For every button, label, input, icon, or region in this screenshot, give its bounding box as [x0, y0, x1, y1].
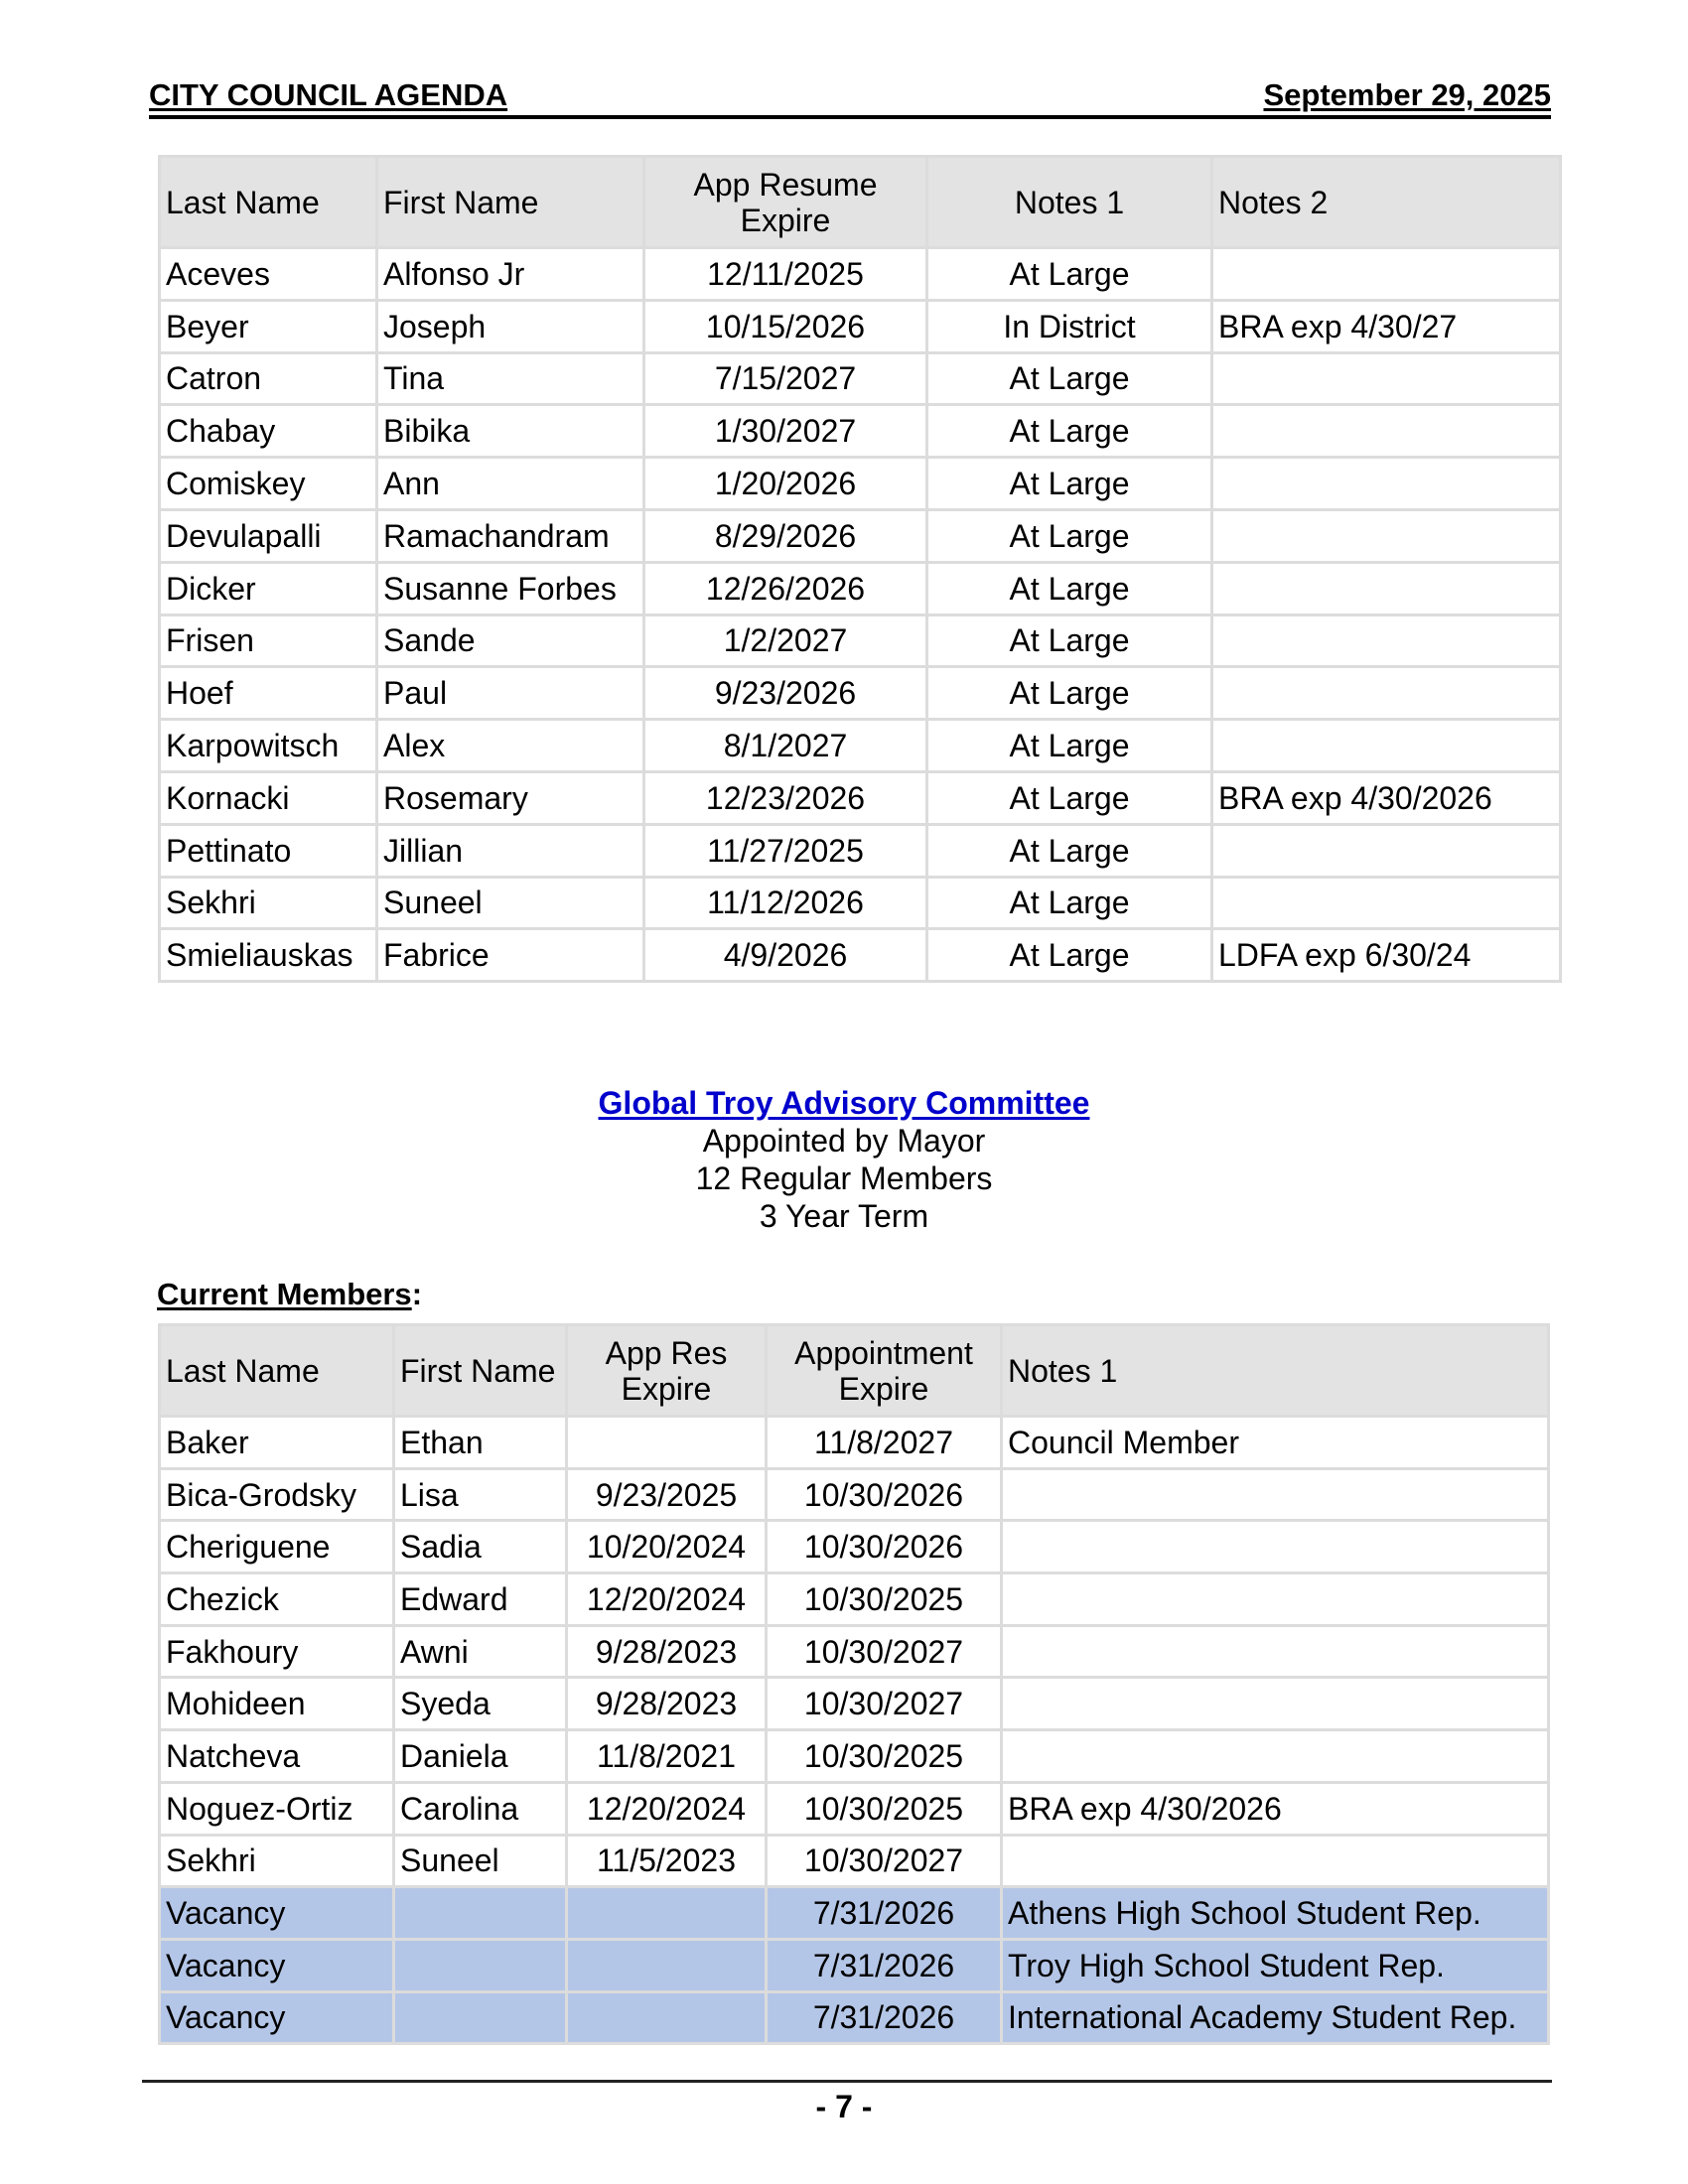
- cell-notes-2: [1212, 562, 1561, 614]
- table-row: [160, 1521, 1549, 1573]
- cell-notes-2: LDFA exp 6/30/24: [1212, 929, 1561, 982]
- table-row: [160, 1573, 1549, 1626]
- table-header-row: [160, 1325, 1549, 1417]
- cell-notes-1: [1002, 1678, 1549, 1730]
- cell-app-resume-expire: 1/30/2027: [644, 405, 927, 458]
- col-notes-1: Notes 1: [927, 157, 1212, 248]
- cell-appointment-expire: 10/30/2026: [767, 1521, 1002, 1573]
- cell-app-resume-expire: 1/2/2027: [644, 614, 927, 667]
- cell-first-name: Joseph: [377, 300, 644, 352]
- cell-appointment-expire: 10/30/2027: [767, 1678, 1002, 1730]
- cell-first-name: Jillian: [377, 824, 644, 877]
- cell-notes-1: At Large: [927, 352, 1212, 405]
- cell-first-name: Alex: [377, 720, 644, 772]
- cell-last-name: Devulapalli: [160, 509, 377, 562]
- cell-app-resume-expire: 9/23/2026: [644, 667, 927, 720]
- cell-notes-1: At Large: [927, 405, 1212, 458]
- cell-last-name: Sekhri: [160, 1835, 394, 1887]
- cell-app-resume-expire: 12/11/2025: [644, 248, 927, 301]
- cell-appointment-expire: 11/8/2027: [767, 1417, 1002, 1469]
- cell-last-name: Bica-Grodsky: [160, 1468, 394, 1521]
- cell-app-resume-expire: 8/29/2026: [644, 509, 927, 562]
- committee-member-count: 12 Regular Members: [695, 1160, 993, 1196]
- col-app-resume-expire: App Resume Expire: [644, 157, 927, 248]
- table-row: [160, 562, 1561, 614]
- col-app-res-expire: App Res Expire: [567, 1325, 767, 1417]
- table-header-row: [160, 157, 1561, 248]
- footer-divider: [142, 2080, 1552, 2083]
- cell-first-name: Rosemary: [377, 771, 644, 824]
- cell-first-name: [394, 1939, 567, 1991]
- cell-app-resume-expire: 4/9/2026: [644, 929, 927, 982]
- cell-first-name: Syeda: [394, 1678, 567, 1730]
- table-row: [160, 1678, 1549, 1730]
- cell-last-name: Chezick: [160, 1573, 394, 1626]
- col-last-name: Last Name: [160, 157, 377, 248]
- cell-app-resume-expire: 7/15/2027: [644, 352, 927, 405]
- table-row: [160, 509, 1561, 562]
- cell-appointment-expire: 10/30/2027: [767, 1625, 1002, 1678]
- cell-app-res-expire: 12/20/2024: [567, 1573, 767, 1626]
- table-row: [160, 300, 1561, 352]
- cell-notes-2: [1212, 352, 1561, 405]
- page-header: [149, 77, 1551, 119]
- cell-last-name: Karpowitsch: [160, 720, 377, 772]
- cell-last-name: Catron: [160, 352, 377, 405]
- table-row: [160, 405, 1561, 458]
- col-notes-2: Notes 2: [1212, 157, 1561, 248]
- cell-appointment-expire: 10/30/2025: [767, 1573, 1002, 1626]
- cell-app-resume-expire: 11/27/2025: [644, 824, 927, 877]
- table-row: [160, 1417, 1549, 1469]
- cell-last-name: Smieliauskas: [160, 929, 377, 982]
- table-row: [160, 667, 1561, 720]
- cell-app-resume-expire: 8/1/2027: [644, 720, 927, 772]
- table-row: [160, 248, 1561, 301]
- cell-last-name: Fakhoury: [160, 1625, 394, 1678]
- cell-app-res-expire: 11/5/2023: [567, 1835, 767, 1887]
- cell-app-resume-expire: 12/23/2026: [644, 771, 927, 824]
- cell-first-name: Alfonso Jr: [377, 248, 644, 301]
- current-members-table: [158, 1323, 1550, 2045]
- cell-last-name: Aceves: [160, 248, 377, 301]
- cell-first-name: Ethan: [394, 1417, 567, 1469]
- cell-notes-2: [1212, 509, 1561, 562]
- committee-info: [0, 1084, 1688, 1235]
- cell-notes-2: [1212, 248, 1561, 301]
- table-row: [160, 1625, 1549, 1678]
- table-row: [160, 1730, 1549, 1783]
- cell-last-name: Kornacki: [160, 771, 377, 824]
- cell-notes-1: International Academy Student Rep.: [1002, 1991, 1549, 2044]
- cell-app-res-expire: 9/28/2023: [567, 1678, 767, 1730]
- cell-notes-2: [1212, 720, 1561, 772]
- cell-app-res-expire: [567, 1417, 767, 1469]
- cell-appointment-expire: 7/31/2026: [767, 1939, 1002, 1991]
- cell-notes-1: At Large: [927, 667, 1212, 720]
- cell-app-res-expire: 11/8/2021: [567, 1730, 767, 1783]
- cell-appointment-expire: 10/30/2026: [767, 1468, 1002, 1521]
- cell-notes-1: At Large: [927, 771, 1212, 824]
- cell-notes-2: [1212, 877, 1561, 929]
- cell-app-res-expire: [567, 1939, 767, 1991]
- cell-notes-1: [1002, 1468, 1549, 1521]
- cell-notes-1: At Large: [927, 877, 1212, 929]
- cell-app-res-expire: 10/20/2024: [567, 1521, 767, 1573]
- cell-notes-1: At Large: [927, 824, 1212, 877]
- table-row: [160, 1835, 1549, 1887]
- cell-notes-1: Troy High School Student Rep.: [1002, 1939, 1549, 1991]
- cell-first-name: Sadia: [394, 1521, 567, 1573]
- table-row: [160, 614, 1561, 667]
- cell-app-res-expire: 9/23/2025: [567, 1468, 767, 1521]
- col-appointment-expire: Appointment Expire: [767, 1325, 1002, 1417]
- table-row: [160, 1887, 1549, 1940]
- cell-notes-1: At Large: [927, 929, 1212, 982]
- cell-last-name: Hoef: [160, 667, 377, 720]
- cell-app-resume-expire: 10/15/2026: [644, 300, 927, 352]
- cell-first-name: Suneel: [394, 1835, 567, 1887]
- col-notes-1: Notes 1: [1002, 1325, 1549, 1417]
- cell-last-name: Vacancy: [160, 1939, 394, 1991]
- cell-notes-1: At Large: [927, 458, 1212, 510]
- cell-last-name: Beyer: [160, 300, 377, 352]
- cell-notes-2: [1212, 614, 1561, 667]
- agenda-date: September 29, 2025: [1263, 77, 1551, 112]
- agenda-title: CITY COUNCIL AGENDA: [149, 77, 508, 112]
- cell-notes-1: [1002, 1835, 1549, 1887]
- committee-title-link[interactable]: Global Troy Advisory Committee: [598, 1085, 1090, 1121]
- cell-notes-2: [1212, 405, 1561, 458]
- cell-first-name: Suneel: [377, 877, 644, 929]
- cell-notes-1: At Large: [927, 509, 1212, 562]
- cell-notes-1: At Large: [927, 248, 1212, 301]
- cell-app-resume-expire: 12/26/2026: [644, 562, 927, 614]
- cell-last-name: Dicker: [160, 562, 377, 614]
- col-first-name: First Name: [377, 157, 644, 248]
- cell-appointment-expire: 10/30/2025: [767, 1782, 1002, 1835]
- table-row: [160, 1782, 1549, 1835]
- cell-first-name: Tina: [377, 352, 644, 405]
- cell-app-res-expire: [567, 1991, 767, 2044]
- col-last-name: Last Name: [160, 1325, 394, 1417]
- cell-last-name: Noguez-Ortiz: [160, 1782, 394, 1835]
- table-row: [160, 771, 1561, 824]
- col-first-name: First Name: [394, 1325, 567, 1417]
- cell-notes-1: Council Member: [1002, 1417, 1549, 1469]
- cell-first-name: Bibika: [377, 405, 644, 458]
- cell-first-name: Paul: [377, 667, 644, 720]
- cell-appointment-expire: 7/31/2026: [767, 1887, 1002, 1940]
- committee-term: 3 Year Term: [759, 1198, 929, 1234]
- cell-notes-1: [1002, 1625, 1549, 1678]
- page-number: - 7 -: [815, 2089, 873, 2124]
- table-row: [160, 1468, 1549, 1521]
- cell-app-res-expire: 9/28/2023: [567, 1625, 767, 1678]
- cell-notes-2: [1212, 667, 1561, 720]
- current-members-heading: Current Members:: [157, 1277, 423, 1311]
- cell-last-name: Vacancy: [160, 1991, 394, 2044]
- cell-appointment-expire: 7/31/2026: [767, 1991, 1002, 2044]
- cell-first-name: Ann: [377, 458, 644, 510]
- cell-notes-1: BRA exp 4/30/2026: [1002, 1782, 1549, 1835]
- cell-notes-2: [1212, 824, 1561, 877]
- cell-first-name: Lisa: [394, 1468, 567, 1521]
- cell-first-name: Ramachandram: [377, 509, 644, 562]
- cell-last-name: Vacancy: [160, 1887, 394, 1940]
- cell-first-name: Daniela: [394, 1730, 567, 1783]
- cell-app-resume-expire: 11/12/2026: [644, 877, 927, 929]
- cell-notes-1: In District: [927, 300, 1212, 352]
- cell-last-name: Chabay: [160, 405, 377, 458]
- cell-notes-1: At Large: [927, 562, 1212, 614]
- cell-first-name: Carolina: [394, 1782, 567, 1835]
- cell-notes-2: BRA exp 4/30/2026: [1212, 771, 1561, 824]
- table-row: [160, 1939, 1549, 1991]
- cell-notes-1: [1002, 1573, 1549, 1626]
- committee-appointed-by: Appointed by Mayor: [702, 1123, 986, 1159]
- cell-first-name: Edward: [394, 1573, 567, 1626]
- cell-notes-1: At Large: [927, 720, 1212, 772]
- cell-first-name: Awni: [394, 1625, 567, 1678]
- table-row: [160, 824, 1561, 877]
- cell-last-name: Frisen: [160, 614, 377, 667]
- cell-first-name: Susanne Forbes: [377, 562, 644, 614]
- table-row: [160, 720, 1561, 772]
- cell-notes-1: [1002, 1730, 1549, 1783]
- table-row: [160, 352, 1561, 405]
- cell-last-name: Natcheva: [160, 1730, 394, 1783]
- cell-last-name: Mohideen: [160, 1678, 394, 1730]
- cell-notes-1: At Large: [927, 614, 1212, 667]
- cell-first-name: Sande: [377, 614, 644, 667]
- cell-app-res-expire: [567, 1887, 767, 1940]
- cell-notes-1: Athens High School Student Rep.: [1002, 1887, 1549, 1940]
- cell-last-name: Comiskey: [160, 458, 377, 510]
- cell-first-name: [394, 1887, 567, 1940]
- table-row: [160, 877, 1561, 929]
- table-row: [160, 929, 1561, 982]
- cell-notes-2: [1212, 458, 1561, 510]
- cell-first-name: Fabrice: [377, 929, 644, 982]
- cell-last-name: Sekhri: [160, 877, 377, 929]
- cell-notes-2: BRA exp 4/30/27: [1212, 300, 1561, 352]
- cell-notes-1: [1002, 1521, 1549, 1573]
- cell-appointment-expire: 10/30/2027: [767, 1835, 1002, 1887]
- cell-last-name: Cheriguene: [160, 1521, 394, 1573]
- table-row: [160, 458, 1561, 510]
- cell-app-res-expire: 12/20/2024: [567, 1782, 767, 1835]
- cell-last-name: Pettinato: [160, 824, 377, 877]
- applicants-table: [158, 155, 1562, 983]
- cell-appointment-expire: 10/30/2025: [767, 1730, 1002, 1783]
- table-row: [160, 1991, 1549, 2044]
- cell-first-name: [394, 1991, 567, 2044]
- cell-last-name: Baker: [160, 1417, 394, 1469]
- cell-app-resume-expire: 1/20/2026: [644, 458, 927, 510]
